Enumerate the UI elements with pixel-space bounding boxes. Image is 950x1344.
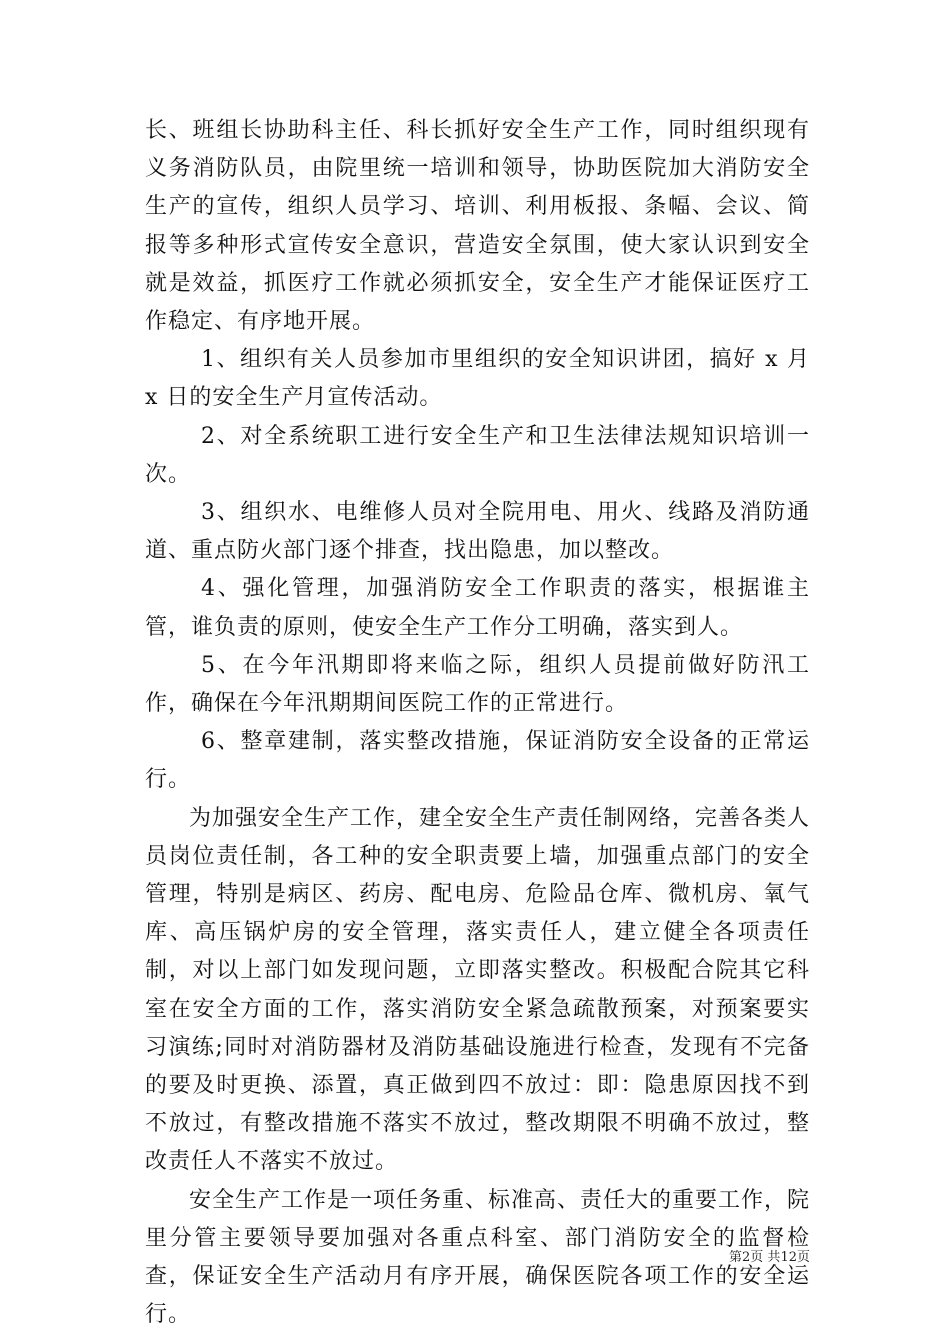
list-item-4: 4、强化管理，加强消防安全工作职责的落实，根据谁主管，谁负责的原则，使安全生产工作分工明确，落实到人。 [145,576,810,640]
paragraph-conclusion: 安全生产工作是一项任务重、标准高、责任大的重要工作，院里分管主要领导要加强对各重点科室、部门消防安全的监督检查，保证安全生产活动月有序开展，确保医院各项工作的安全运行。 [145,1187,811,1328]
document-body [145,112,810,1335]
footer-prefix: 第 [729,1250,743,1265]
list-item-1: 1、组织有关人员参加市里组织的安全知识讲团，搞好 x 月 x 日的安全生产月宣传活动。 [145,347,810,411]
footer-total-pages: 12 [780,1250,797,1265]
paragraph-responsibility: 为加强安全生产工作，建全安全生产责任制网络，完善各类人员岗位责任制，各工种的安全职责要上墙，加强重点部门的安全管理，特别是病区、药房、配电房、危险品仓库、微机房、氧气库、高压锅炉房的安全管理，落实责任人，建立健全各项责任制，对以上部门如发现问题，立即落实整改。积极配合院其它科室在安全方面的工作，落实消防安全紧急疏散预案，对预案要实习演练;同时对消防器材及消防基础设施进行检查，发现有不完备的要及时更换、添置，真正做到四不放过：即：隐患原因找不到不放过，有整改措施不落实不放过，整改期限不明确不放过，整改责任人不落实不放过。 [145,805,811,1175]
list-item-3: 3、组织水、电维修人员对全院用电、用火、线路及消防通道、重点防火部门逐个排查，找出隐患，加以整改。 [145,500,810,564]
footer-suffix: 页 [796,1250,810,1265]
footer-middle: 页 共 [750,1250,781,1265]
list-item-6: 6、整章建制，落实整改措施，保证消防安全设备的正常运行。 [145,729,810,793]
list-item-5: 5、在今年汛期即将来临之际，组织人员提前做好防汛工作，确保在今年汛期期间医院工作的正常进行。 [145,652,810,717]
page-footer [600,1250,810,1266]
footer-current-page: 2 [742,1250,751,1265]
list-item-2: 2、对全系统职工进行安全生产和卫生法律法规知识培训一次。 [145,423,810,487]
paragraph-continuation: 长、班组长协助科主任、科长抓好安全生产工作，同时组织现有义务消防队员，由院里统一培训和领导，协助医院加大消防安全生产的宣传，组织人员学习、培训、利用板报、条幅、会议、简报等多种形式宣传安全意识，营造安全氛围，使大家认识到安全就是效益，抓医疗工作就必须抓安全，安全生产才能保证医疗工作稳定、有序地开展。 [145,118,810,335]
